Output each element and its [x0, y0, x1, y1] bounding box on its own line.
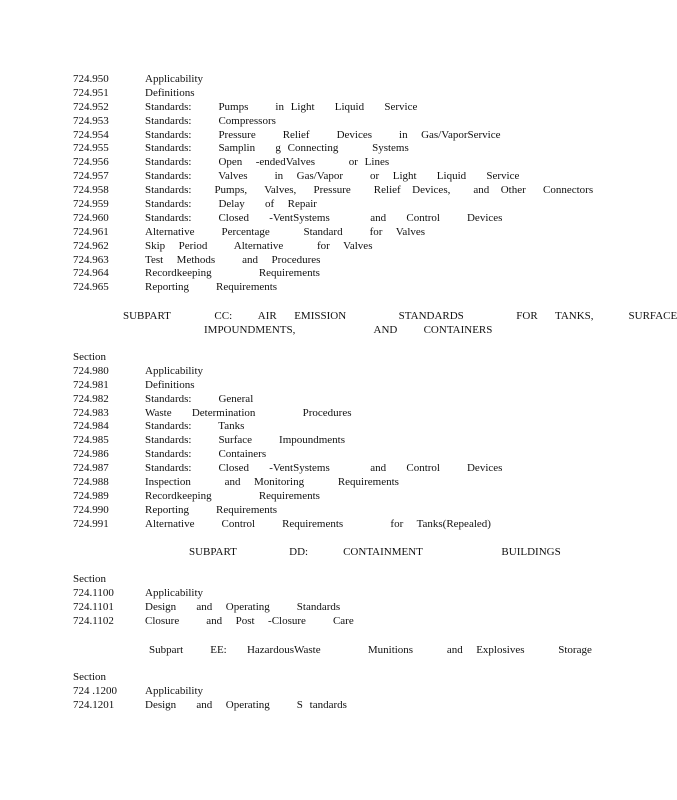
- section-title: Standards: Pumps in Light Liquid Service: [145, 100, 418, 113]
- section-number: 724.983: [73, 406, 109, 419]
- list-item: [73, 170, 593, 184]
- list-item: [73, 156, 593, 170]
- list-item: [73, 587, 593, 601]
- section-title: Design and Operating S tandards: [145, 698, 347, 711]
- section-title: Waste Determination Procedures: [145, 406, 352, 419]
- section-title: Recordkeeping Requirements: [145, 267, 320, 280]
- section-title: Standards: Closed -VentSystems and Control Devices: [145, 211, 503, 224]
- list-item: [73, 393, 593, 407]
- section-number: 724.950: [73, 73, 109, 85]
- section-label: Section: [73, 351, 106, 363]
- section-number: 724.953: [73, 114, 109, 127]
- section-title: Reporting Requirements: [145, 503, 278, 516]
- section-number: 724.952: [73, 100, 109, 113]
- section-title: Standards: Valves in Gas/Vapor or Light Liquid Service: [145, 170, 520, 183]
- section-title: Standards: Surface Impoundments: [145, 434, 346, 447]
- section-title: Test Methods and Procedures: [145, 253, 321, 266]
- section-number: 724.955: [73, 142, 109, 155]
- section-number: 724.1101: [73, 600, 114, 613]
- section-number: 724.991: [73, 517, 109, 530]
- list-item: [73, 685, 593, 699]
- section-number: 724.962: [73, 239, 109, 252]
- list-item: [73, 240, 593, 254]
- section-number: 724.987: [73, 462, 109, 475]
- section-list-subpart-cc: [73, 351, 593, 532]
- list-item: [73, 420, 593, 434]
- section-number: 724.981: [73, 378, 109, 391]
- list-item: [73, 226, 593, 240]
- section-number: 724.1102: [73, 614, 114, 627]
- section-title: Alternative Control Requirements for Tanks(Repealed): [145, 517, 491, 530]
- section-label: Section: [73, 573, 106, 585]
- section-title: Standards: Delay of Repair: [145, 198, 317, 211]
- list-item: [73, 379, 593, 393]
- subpart-dd-heading: SUBPART DD: CONTAINMENT BUILDINGS: [189, 546, 561, 558]
- section-number: 724.986: [73, 448, 109, 461]
- section-title: Standards: Samplin g Connecting Systems: [145, 142, 409, 155]
- section-number: 724.957: [73, 170, 109, 183]
- list-item: [73, 267, 593, 281]
- section-number: 724.951: [73, 86, 109, 99]
- section-list-subpart-bb: [73, 73, 593, 295]
- list-item: [73, 254, 593, 268]
- section-number: 724.990: [73, 503, 109, 516]
- section-number: 724.958: [73, 184, 109, 197]
- list-item: [73, 699, 593, 713]
- section-number: 724.963: [73, 253, 109, 266]
- list-item: [73, 504, 593, 518]
- list-item: [73, 615, 593, 629]
- list-item: [73, 142, 593, 156]
- section-title: Standards: Pressure Relief Devices in Gas/VaporService: [145, 128, 501, 141]
- section-list-subpart-ee: [73, 671, 593, 713]
- list-item: [73, 281, 593, 295]
- subpart-ee-heading: Subpart EE: HazardousWaste Munitions and Explosives Storage: [149, 644, 592, 656]
- section-number: 724.961: [73, 225, 109, 238]
- section-number: 724.985: [73, 434, 109, 447]
- list-item: [73, 115, 593, 129]
- section-title: Standards: Closed -VentSystems and Control Devices: [145, 462, 503, 475]
- section-number: 724.980: [73, 364, 109, 377]
- list-item: [73, 407, 593, 421]
- section-title: Standards: General: [145, 392, 254, 405]
- section-number: 724.989: [73, 489, 109, 502]
- section-number: 724.984: [73, 420, 109, 433]
- section-number: 724 .1200: [73, 684, 117, 697]
- list-item: [73, 476, 593, 490]
- section-title: Standards: Pumps, Valves, Pressure Relief Devices, and Other Connectors: [145, 184, 594, 197]
- section-number: 724.964: [73, 267, 109, 280]
- section-title: Applicability: [145, 364, 204, 377]
- subpart-cc-heading-line1: SUBPART CC: AIR EMISSION STANDARDS FOR TANKS, SURFACE: [123, 310, 677, 322]
- section-title: Standards: Tanks: [145, 420, 245, 433]
- section-title: Reporting Requirements: [145, 281, 278, 294]
- section-number: 724.954: [73, 128, 109, 141]
- list-item: [73, 184, 593, 198]
- section-title: Applicability: [145, 684, 204, 697]
- section-title: Skip Period Alternative for Valves: [145, 239, 373, 252]
- list-item: [73, 198, 593, 212]
- section-label: Section: [73, 671, 106, 683]
- section-number: 724.960: [73, 211, 109, 224]
- subpart-cc-heading-line2: IMPOUNDMENTS, AND CONTAINERS: [204, 324, 493, 336]
- section-title: Applicability: [145, 73, 204, 85]
- section-number: 724.988: [73, 476, 109, 489]
- section-title: Design and Operating Standards: [145, 600, 341, 613]
- section-list-subpart-dd: [73, 573, 593, 629]
- list-item: [73, 462, 593, 476]
- section-number: 724.956: [73, 156, 109, 169]
- section-title: Inspection and Monitoring Requirements: [145, 476, 399, 489]
- list-item: [73, 87, 593, 101]
- section-title: Standards: Compressors: [145, 114, 276, 127]
- section-title: Alternative Percentage Standard for Valves: [145, 225, 426, 238]
- section-number: 724.959: [73, 198, 109, 211]
- list-item: [73, 212, 593, 226]
- list-item: [73, 448, 593, 462]
- section-number: 724.982: [73, 392, 109, 405]
- section-title: Standards: Containers: [145, 448, 267, 461]
- list-item: [73, 601, 593, 615]
- section-title: Closure and Post -Closure Care: [145, 614, 354, 627]
- list-item: [73, 518, 593, 532]
- list-item: [73, 434, 593, 448]
- list-item: [73, 101, 593, 115]
- list-item: [73, 73, 593, 87]
- list-item: [73, 365, 593, 379]
- section-title: Definitions: [145, 86, 195, 99]
- section-number: 724.965: [73, 281, 109, 294]
- section-title: Standards: Open -endedValves or Lines: [145, 156, 390, 169]
- list-item: [73, 490, 593, 504]
- section-number: 724.1100: [73, 586, 114, 599]
- section-title: Recordkeeping Requirements: [145, 489, 320, 502]
- section-number: 724.1201: [73, 698, 115, 711]
- section-title: Definitions: [145, 378, 195, 391]
- section-title: Applicability: [145, 586, 204, 599]
- list-item: [73, 129, 593, 143]
